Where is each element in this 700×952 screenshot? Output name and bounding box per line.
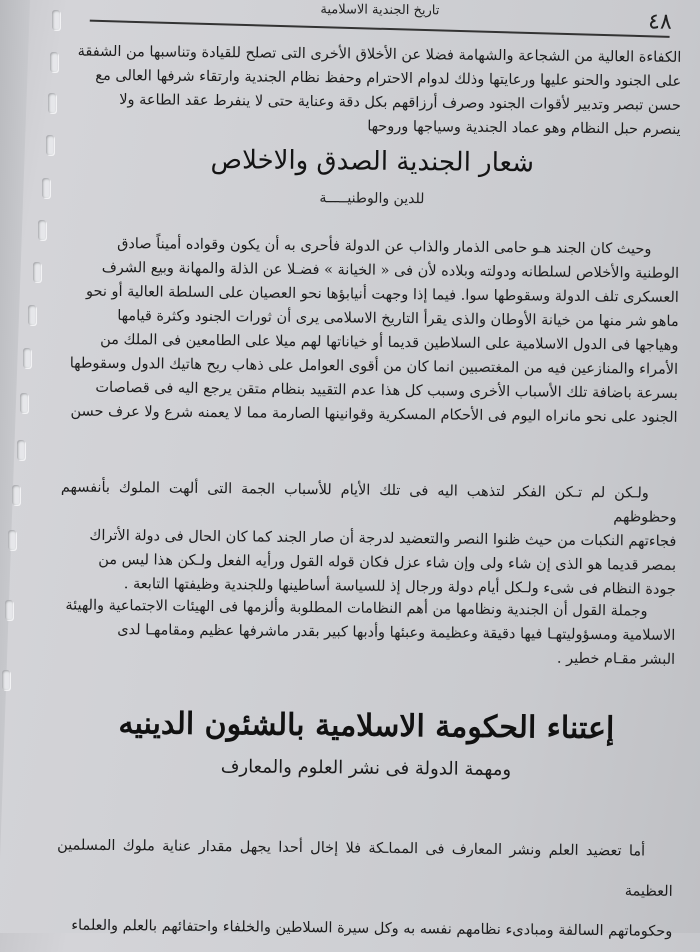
section-title: شعار الجندية الصدق والاخلاص — [210, 144, 535, 179]
text-line: الوطنية والأخلاص لسلطانه ودولته وبلاده لأن فى « الخيانة » فضـلا عن الذلة والمهانة وبيع الشرف — [101, 259, 680, 282]
binding-hole — [50, 52, 58, 72]
binding-hole — [46, 135, 54, 155]
text-line: الاسلامية ومسؤوليتهـا فيها دقيقة وعظيمة وعبئها وأدبها كبير بقدر ماشرفها عظيم ومقامهـا لدى — [117, 622, 676, 644]
text-line: وحيث كان الجند هـو حامى الذمار والذاب عن الدولة فأحرى به أن يكون وقواده أميناً صادق — [117, 236, 652, 258]
text-line: الكفاءة العالية من الشجاعة والشهامة فضلا عن الأخلاق الأخرى التى تصلح للقيادة وتناسبها من الشفقة — [77, 43, 682, 66]
header-rule — [90, 20, 670, 38]
text-line: الأمراء والمنازعين فيه من المغتصبين انما كان من أقوى العوامل على ذهاب ريح هاتيك الدول وسقوطها — [69, 355, 679, 378]
section-subtitle: ومهمة الدولة فى نشر العلوم والمعارف — [220, 756, 512, 781]
text-line: بسرعة باضافة تلك الأسباب الأخرى وسبب كل هذا عدم التقييد بنظام متقن يرجع اليه فى قصاصات — [95, 379, 678, 402]
text-line: وجملة القول أن الجندية ونظامها من أهم النظامات المطلوبة وألزمها فى الهيئات الاجتماعية والهيئة — [65, 597, 648, 620]
text-line: وهياجها فى الدول الاسلامية على السلاطين قديما أو خياناتها لهم ميلا على الطامعين فى الملك من — [100, 331, 679, 354]
section-heading-2 — [58, 705, 675, 781]
running-head — [80, 0, 680, 42]
binding-hole — [38, 220, 46, 240]
text-line: فجاءتهم النكبات من حيث ظنوا النصر والتعضيد لدرجة أن صار الجند كما كان الحال فى دولة الأتراك — [89, 527, 677, 550]
binding-hole — [2, 670, 10, 690]
binding-hole — [23, 348, 31, 368]
section-heading-1 — [64, 143, 681, 209]
text-line: البشر مقـام خطير . — [556, 650, 676, 668]
binding-hole — [12, 485, 20, 505]
page-number: ٤٨ — [647, 9, 672, 35]
text-line: ولـكن لم تـكن الفكر لتذهب اليه فى تلك الأيام للأسباب الجمة التى ألهت الملوك بأنفسهم وحظوظهم — [60, 479, 677, 526]
binding-hole — [33, 262, 41, 282]
paragraph-2 — [60, 475, 677, 601]
book-page — [50, 0, 690, 940]
binding-hole — [28, 305, 36, 325]
text-line: ماهو شر منها من خيانة الأوطان والذى يقرأ التاريخ الاسلامى يرى أن ثورات الجنود وكثرة قيامها — [117, 308, 679, 330]
paragraph-1 — [62, 231, 680, 429]
section-subtitle: للدين والوطنيـــــة — [319, 190, 425, 208]
intro-paragraph — [65, 39, 682, 141]
binding-hole — [5, 600, 13, 620]
binding-hole — [20, 393, 28, 413]
paragraph-3 — [59, 593, 676, 671]
text-line: حسن تبصر وتدبير لأقوات الجنود وصرف أرزاقهم بكل دقة وعناية حتى لا ينفرط عقد الطاعة ولا — [119, 92, 681, 114]
text-line: أما تعضيد العلم ونشر المعارف فى المماـكة فلا إخال أحدا يجهل مقدار عناية ملوك المسلمين العظيمة — [57, 837, 673, 900]
text-line: ينصرم حبل النظام وهو عماد الجندية وسياجها وروحها — [367, 118, 681, 138]
binding-hole — [48, 93, 56, 113]
text-line: على الجنود والحنو عليها ورعايتها وذلك لدوام الاحترام وحفظ نظام الجندية وارتقاء شرفها العالى مع — [95, 67, 682, 90]
running-title: تاريخ الجندية الاسلامية — [320, 2, 440, 19]
text-line: العسكرى تلف الدولة وسقوطها سوا. فيما إذا وجهت أنيابؤها نحو العصيان على السلطة العالية أو نحو — [85, 283, 679, 306]
binding-hole — [17, 440, 25, 460]
binding-hole — [42, 178, 50, 198]
text-line: جودة النظام فى شىء ولـكل أيام دولة ورجال إذ للسياسة أساطينها وللجندية وظيفتها التابعة . — [123, 576, 676, 598]
text-line: بمصر قديما هو الذى إن شاء ولى وإن شاء عزل فكان قوله القول ورأيه الفعل ولـكن هذا ليس من — [98, 551, 677, 574]
text-line: الجنود على نحو مانراه اليوم فى الأحكام المسكرية وقوانينها الصارمة مما لا يعمنه شرع ولا عرف حسن — [70, 403, 678, 426]
binding-hole — [8, 530, 16, 550]
text-line: وحكوماتهم السالفة ومبادىء نظامهم نفسه به وكل سيرة السلاطين والخلفاء واحتفائهم بالعلم والعلماء — [71, 917, 673, 940]
section-title: إعتناء الحكومة الاسلامية بالشئون الدينيه — [118, 706, 615, 747]
